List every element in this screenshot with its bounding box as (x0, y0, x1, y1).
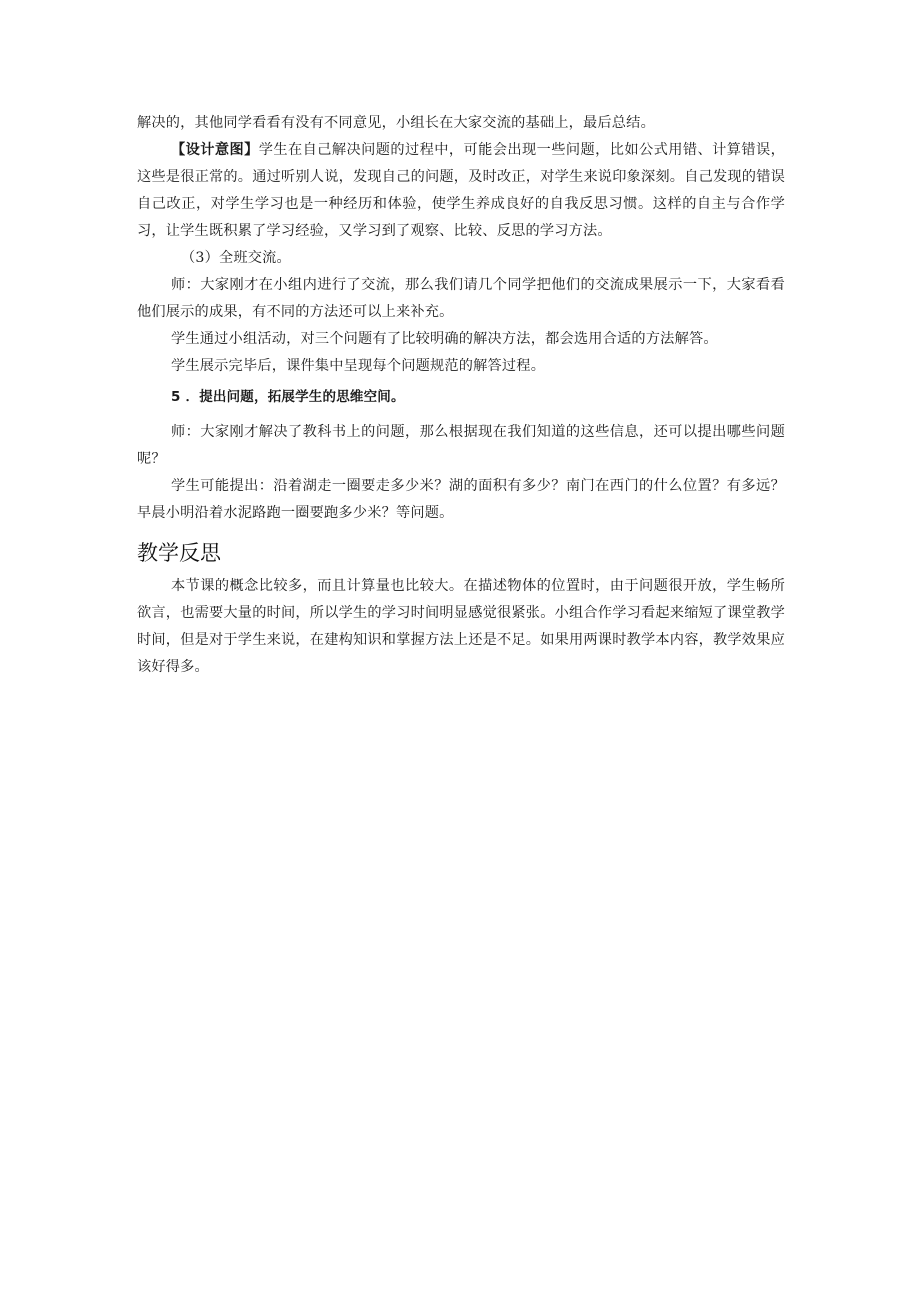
design-intent-text: 学生在自己解决问题的过程中，可能会出现一些问题，比如公式用错、计算错误，这些是很正常的。通过听别人说，发现自己的问题，及时改正，对学生来说印象深刻。自己发现的错误自己改正，对学生学习也是一种经历和体验，使学生养成良好的自我反思习惯。这样的自主与合作学习，让学生既积累了学习经验，又学习到了观察、比较、反思的学习方法。 (137, 142, 785, 239)
design-intent-label: 【设计意图】 (171, 142, 259, 158)
paragraph-design-intent (137, 137, 785, 245)
paragraph-discussion-summary: 解决的，其他同学看看有没有不同意见，小组长在大家交流的基础上，最后总结。 (137, 115, 655, 131)
reflection-body: 本节课的概念比较多，而且计算量也比较大。在描述物体的位置时，由于问题很开放，学生畅所欲言，也需要大量的时间，所以学生的学习时间明显感觉很紧张。小组合作学习看起来缩短了课堂教学时间，但是对于学生来说，在建构知识和掌握方法上还是不足。如果用两课时教学本内容，教学效果应该好得多。 (137, 578, 785, 675)
heading-raise-questions: 5 ．提出问题，拓展学生的思维空间。 (171, 389, 405, 405)
paragraph-group-activity: 学生通过小组活动，对三个问题有了比较明确的解决方法，都会选用合适的方法解答。 (171, 331, 718, 347)
document-page (137, 110, 785, 681)
paragraph-teacher-question: 师：大家刚才解决了教科书上的问题，那么根据现在我们知道的这些信息，还可以提出哪些问题呢？ (137, 424, 785, 467)
paragraph-student-questions: 学生可能提出：沿着湖走一圈要走多少米？湖的面积有多少？南门在西门的什么位置？有多远？早晨小明沿着水泥路跑一圈要跑多少米？等问题。 (137, 478, 785, 521)
reflection-title: 教学反思 (137, 541, 221, 565)
paragraph-teacher-exchange: 师：大家刚才在小组内进行了交流，那么我们请几个同学把他们的交流成果展示一下，大家看看他们展示的成果，有不同的方法还可以上来补充。 (137, 277, 785, 320)
paragraph-presentation: 学生展示完毕后，课件集中呈现每个问题规范的解答过程。 (171, 358, 546, 374)
paragraph-class-exchange: （3）全班交流。 (181, 250, 291, 266)
